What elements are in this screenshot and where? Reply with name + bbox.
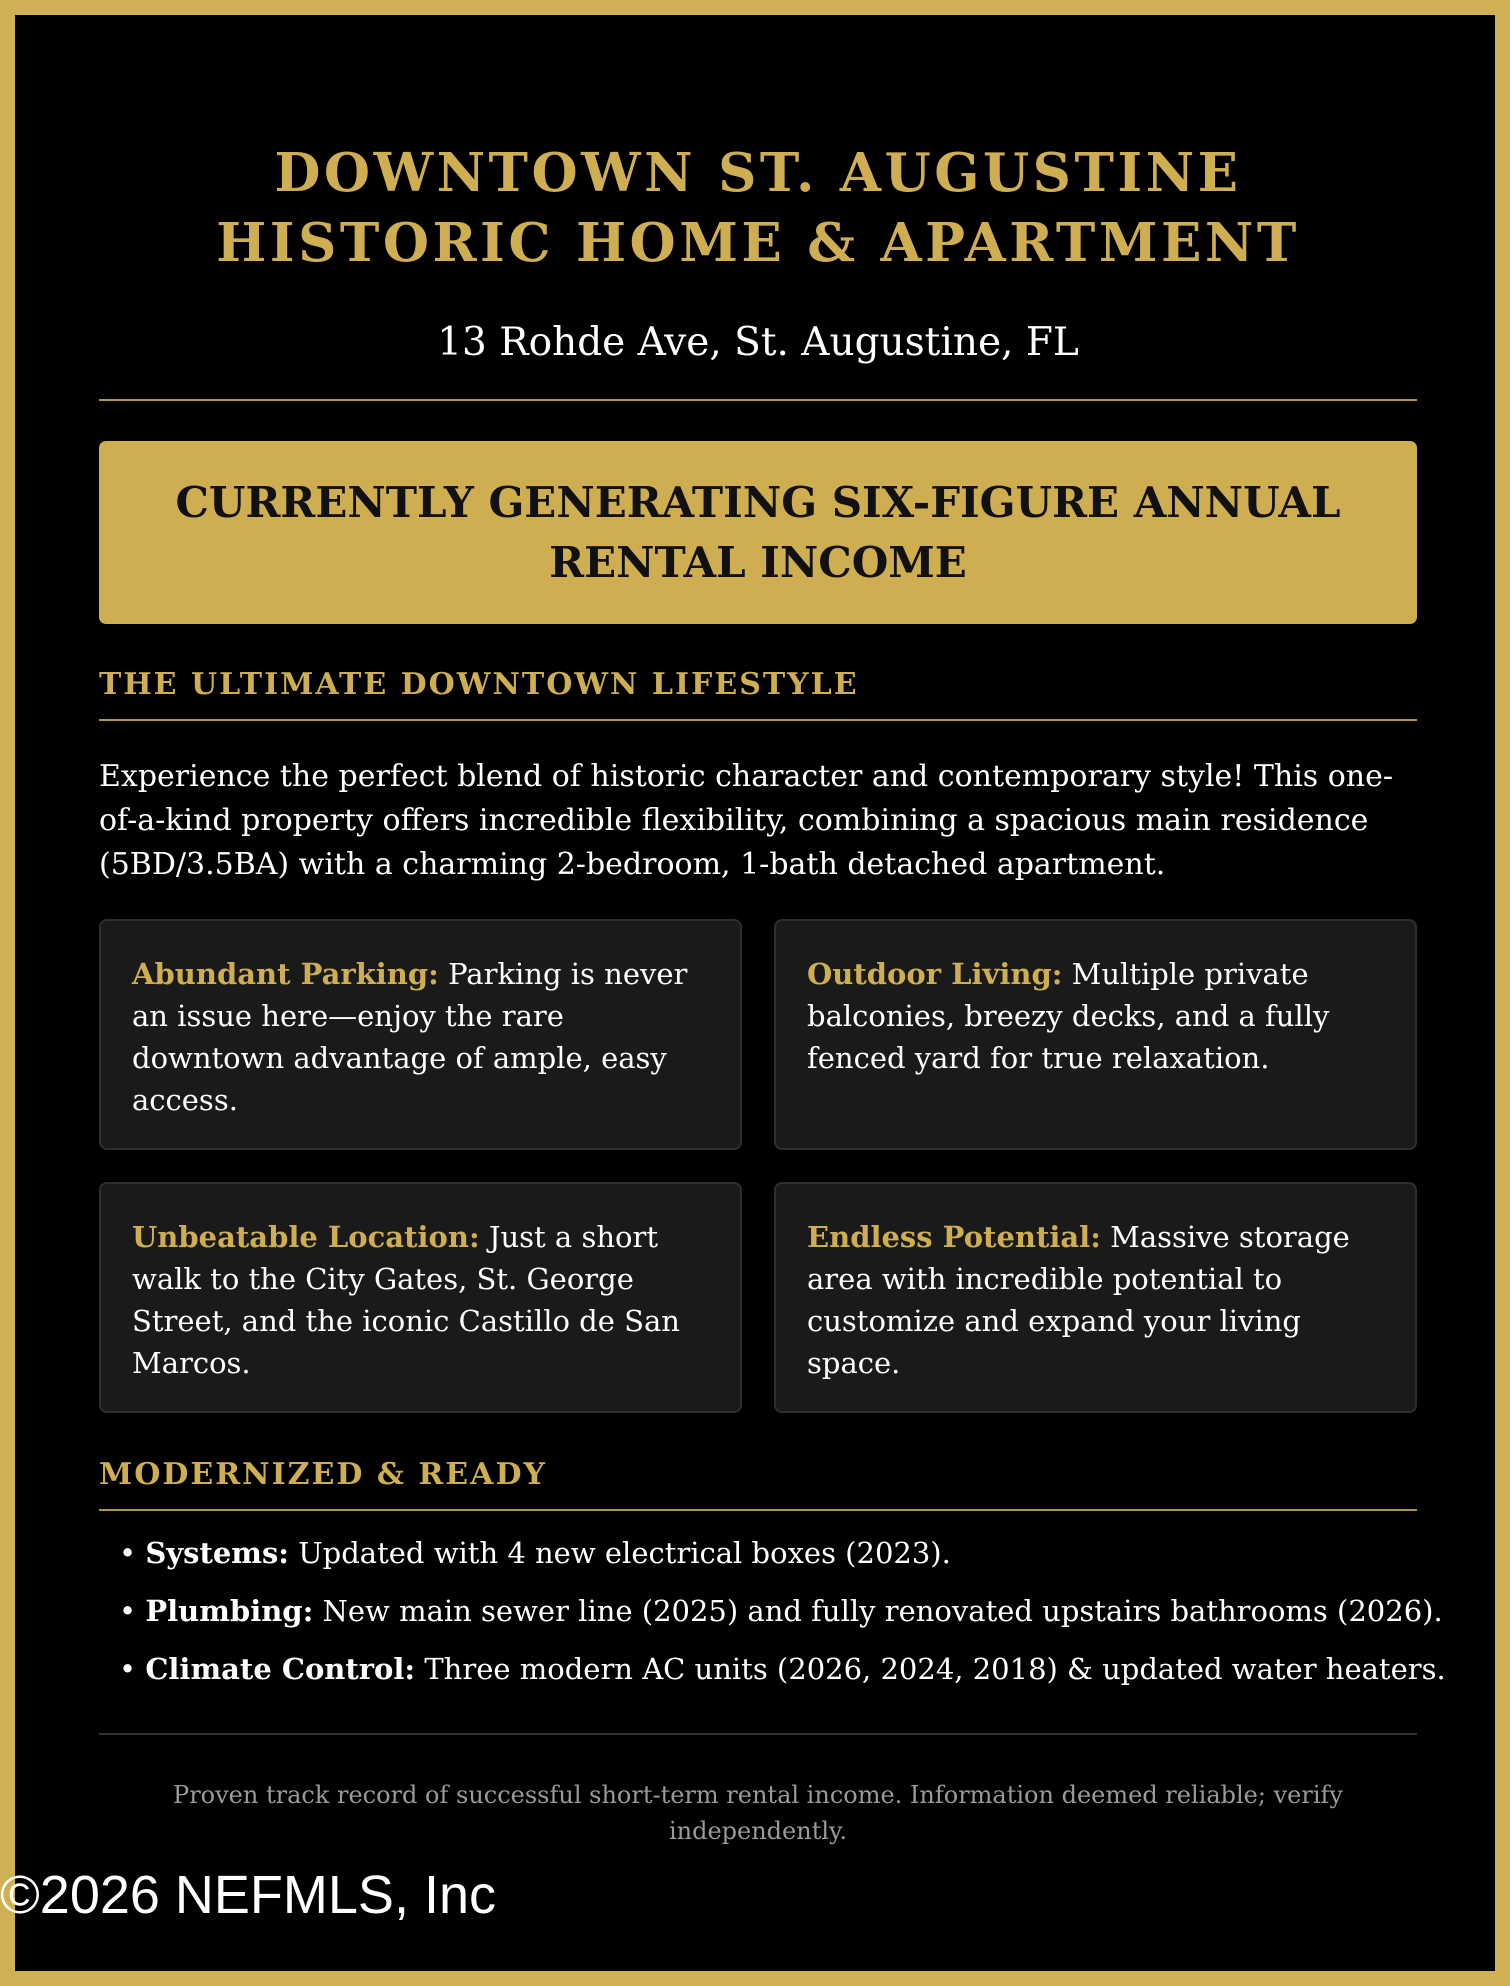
feature-card-parking xyxy=(99,919,742,1150)
feature-label: Abundant Parking: xyxy=(132,957,439,991)
upgrade-text: New main sewer line (2025) and fully renovated upstairs bathrooms (2026). xyxy=(313,1594,1443,1628)
disclaimer-text: Proven track record of successful short-term rental income. Information deemed reliable; verify independently. xyxy=(173,1781,1343,1845)
property-title: DOWNTOWN ST. AUGUSTINE HISTORIC HOME & APARTMENT xyxy=(216,142,1300,274)
flyer-content xyxy=(99,15,1446,1849)
lifestyle-divider xyxy=(99,719,1417,721)
lifestyle-heading: THE ULTIMATE DOWNTOWN LIFESTYLE xyxy=(99,667,859,702)
feature-card-potential xyxy=(774,1182,1417,1413)
copyright-watermark: ©2026 NEFMLS, Inc xyxy=(0,1865,496,1925)
upgrade-text: Updated with 4 new electrical boxes (2023). xyxy=(289,1536,951,1570)
feature-text: Massive storage area with incredible potential to customize and expand your living space. xyxy=(807,1220,1350,1380)
feature-label: Outdoor Living: xyxy=(807,957,1063,991)
flyer-frame xyxy=(15,15,1495,1971)
upgrade-text: Three modern AC units (2026, 2024, 2018) & updated water heaters. xyxy=(415,1652,1446,1686)
list-item: • Climate Control: Three modern AC units (2026, 2024, 2018) & updated water heaters. xyxy=(119,1652,1446,1686)
feature-card-outdoor xyxy=(774,919,1417,1150)
upgrade-label: Plumbing: xyxy=(145,1594,314,1628)
feature-text: Multiple private balconies, breezy decks, and a fully fenced yard for true relaxation. xyxy=(807,957,1330,1075)
feature-label: Endless Potential: xyxy=(807,1220,1101,1254)
feature-grid xyxy=(99,919,1417,1413)
modernized-divider xyxy=(99,1509,1417,1511)
upgrade-label: Systems: xyxy=(145,1536,290,1570)
upgrades-list xyxy=(99,1533,1446,1689)
feature-text: Parking is never an issue here—enjoy the rare downtown advantage of ample, easy access. xyxy=(132,957,688,1117)
list-item: • Systems: Updated with 4 new electrical boxes (2023). xyxy=(119,1536,951,1570)
header-divider xyxy=(99,399,1417,401)
footer-divider xyxy=(99,1733,1417,1735)
feature-label: Unbeatable Location: xyxy=(132,1220,480,1254)
upgrade-label: Climate Control: xyxy=(145,1652,416,1686)
modernized-heading: MODERNIZED & READY xyxy=(99,1457,547,1492)
lifestyle-intro: Experience the perfect blend of historic character and contemporary style! This one-of-a-kind property offers incredible flexibility, combining a spacious main residence (5BD/3.5BA) with a charming 2-bedroom, 1-bath detached apartment. xyxy=(99,759,1394,882)
list-item: • Plumbing: New main sewer line (2025) and fully renovated upstairs bathrooms (2026). xyxy=(119,1594,1443,1628)
property-address: 13 Rohde Ave, St. Augustine, FL xyxy=(437,320,1079,365)
income-banner xyxy=(99,441,1417,624)
feature-card-location xyxy=(99,1182,742,1413)
feature-text: Just a short walk to the City Gates, St. George Street, and the iconic Castillo de San Marcos. xyxy=(132,1220,680,1380)
income-banner-text: CURRENTLY GENERATING SIX-FIGURE ANNUAL RENTAL INCOME xyxy=(175,477,1341,587)
